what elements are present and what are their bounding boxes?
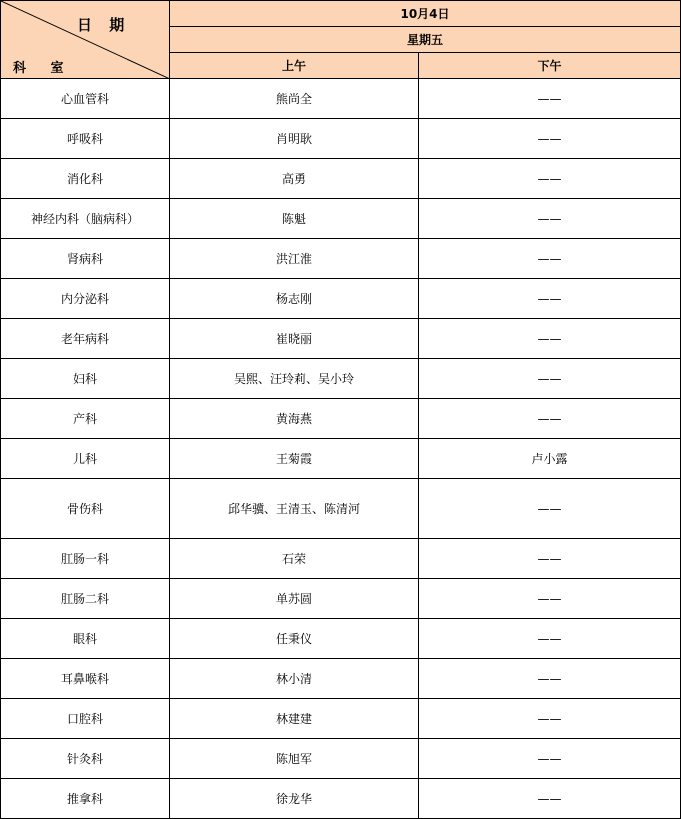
table-row (1, 699, 681, 739)
afternoon-doctor-cell: —— (419, 619, 681, 659)
table-row (1, 779, 681, 819)
department-cell: 产科 (1, 399, 170, 439)
table-row (1, 399, 681, 439)
department-cell: 耳鼻喉科 (1, 659, 170, 699)
morning-doctor-cell: 林小清 (170, 659, 419, 699)
department-cell: 眼科 (1, 619, 170, 659)
afternoon-doctor-cell: —— (419, 399, 681, 439)
department-cell: 肾病科 (1, 239, 170, 279)
table-row (1, 619, 681, 659)
table-row (1, 579, 681, 619)
afternoon-doctor-cell: —— (419, 159, 681, 199)
afternoon-doctor-cell: —— (419, 279, 681, 319)
department-cell: 口腔科 (1, 699, 170, 739)
department-cell: 妇科 (1, 359, 170, 399)
afternoon-header: 下午 (419, 53, 681, 79)
table-row (1, 159, 681, 199)
morning-doctor-cell: 邱华骥、王清玉、陈清河 (170, 479, 419, 539)
department-cell: 推拿科 (1, 779, 170, 819)
afternoon-doctor-cell: —— (419, 239, 681, 279)
table-row (1, 279, 681, 319)
morning-doctor-cell: 高勇 (170, 159, 419, 199)
morning-doctor-cell: 洪江淮 (170, 239, 419, 279)
department-cell: 肛肠一科 (1, 539, 170, 579)
corner-header (1, 1, 170, 79)
table-row (1, 439, 681, 479)
afternoon-doctor-cell: —— (419, 199, 681, 239)
date-header: 10月4日 (170, 1, 681, 27)
morning-doctor-cell: 肖明耿 (170, 119, 419, 159)
department-cell: 呼吸科 (1, 119, 170, 159)
schedule-body (1, 79, 681, 819)
afternoon-doctor-cell: —— (419, 79, 681, 119)
department-cell: 消化科 (1, 159, 170, 199)
table-row (1, 659, 681, 699)
morning-doctor-cell: 黄海燕 (170, 399, 419, 439)
table-row (1, 539, 681, 579)
table-row (1, 479, 681, 539)
department-cell: 神经内科（脑病科） (1, 199, 170, 239)
afternoon-doctor-cell: —— (419, 479, 681, 539)
department-cell: 心血管科 (1, 79, 170, 119)
morning-doctor-cell: 徐龙华 (170, 779, 419, 819)
morning-doctor-cell: 吴熙、汪玲莉、吴小玲 (170, 359, 419, 399)
morning-doctor-cell: 石荣 (170, 539, 419, 579)
morning-doctor-cell: 崔晓丽 (170, 319, 419, 359)
morning-doctor-cell: 林建建 (170, 699, 419, 739)
afternoon-doctor-cell: —— (419, 579, 681, 619)
morning-doctor-cell: 任秉仪 (170, 619, 419, 659)
department-cell: 针灸科 (1, 739, 170, 779)
date-axis-label: 日 期 (77, 16, 131, 34)
morning-doctor-cell: 陈魁 (170, 199, 419, 239)
department-cell: 肛肠二科 (1, 579, 170, 619)
morning-doctor-cell: 陈旭军 (170, 739, 419, 779)
table-row (1, 739, 681, 779)
table-row (1, 199, 681, 239)
department-cell: 内分泌科 (1, 279, 170, 319)
department-cell: 儿科 (1, 439, 170, 479)
afternoon-doctor-cell: 卢小露 (419, 439, 681, 479)
afternoon-doctor-cell: —— (419, 779, 681, 819)
afternoon-doctor-cell: —— (419, 659, 681, 699)
afternoon-doctor-cell: —— (419, 739, 681, 779)
afternoon-doctor-cell: —— (419, 359, 681, 399)
afternoon-doctor-cell: —— (419, 539, 681, 579)
department-axis-label: 科 室 (13, 61, 74, 76)
table-row (1, 359, 681, 399)
morning-header: 上午 (170, 53, 419, 79)
afternoon-doctor-cell: —— (419, 699, 681, 739)
department-cell: 骨伤科 (1, 479, 170, 539)
table-row (1, 79, 681, 119)
morning-doctor-cell: 王菊霞 (170, 439, 419, 479)
table-row (1, 119, 681, 159)
morning-doctor-cell: 单苏圆 (170, 579, 419, 619)
weekday-header: 星期五 (170, 27, 681, 53)
department-cell: 老年病科 (1, 319, 170, 359)
afternoon-doctor-cell: —— (419, 319, 681, 359)
afternoon-doctor-cell: —— (419, 119, 681, 159)
table-row (1, 239, 681, 279)
table-row (1, 319, 681, 359)
morning-doctor-cell: 熊尚全 (170, 79, 419, 119)
morning-doctor-cell: 杨志刚 (170, 279, 419, 319)
